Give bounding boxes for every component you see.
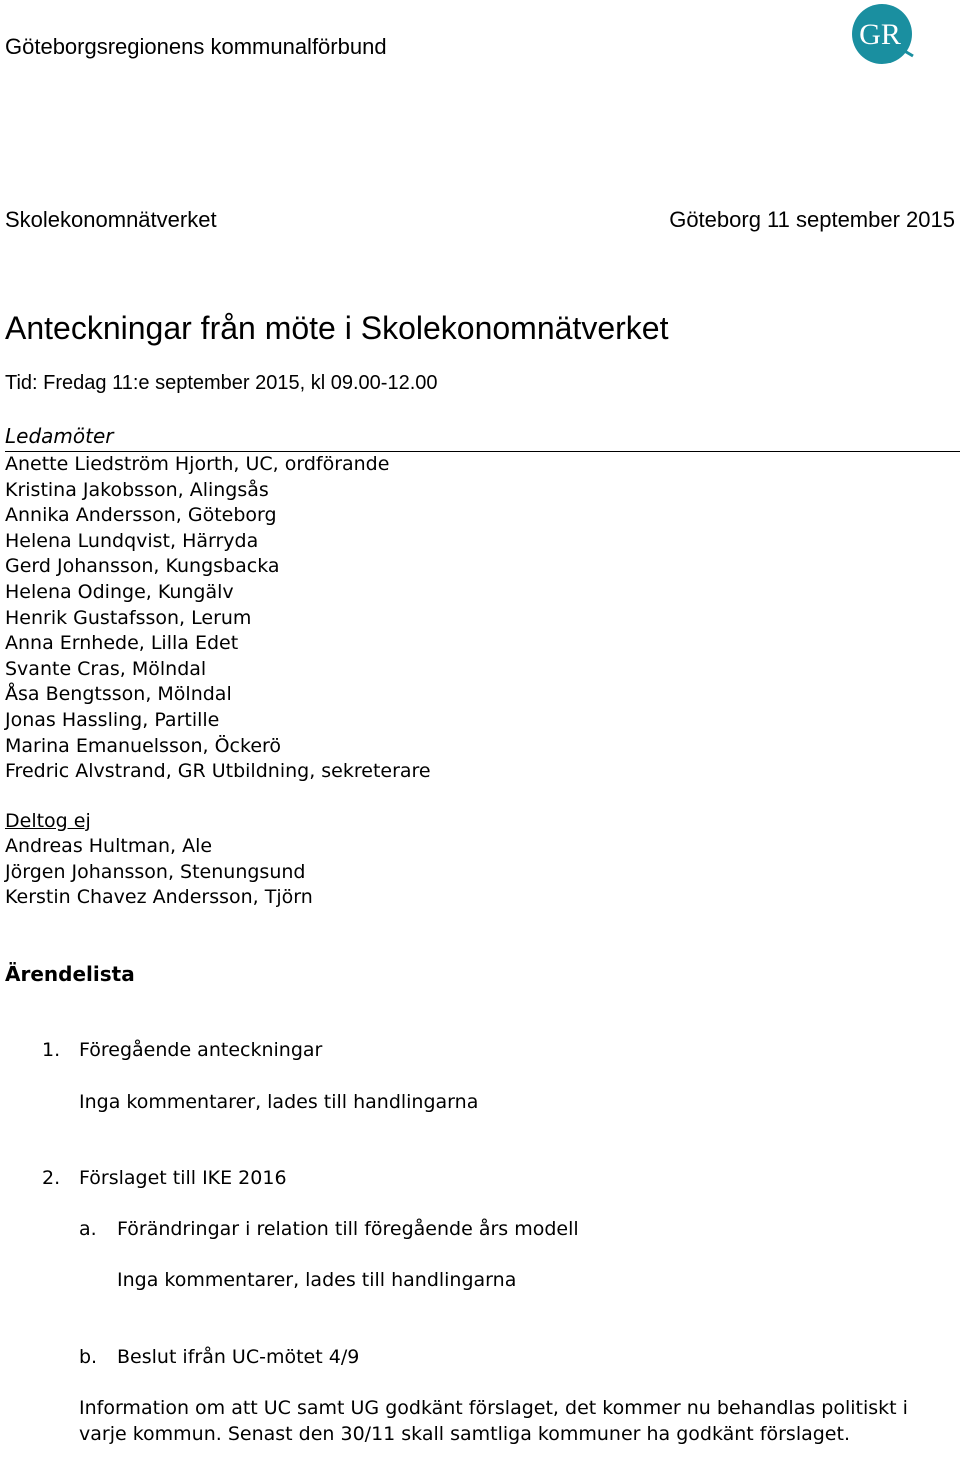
member-item: Anna Ernhede, Lilla Edet: [5, 632, 239, 655]
member-item: Åsa Bengtsson, Mölndal: [5, 683, 232, 706]
absent-item: Kerstin Chavez Andersson, Tjörn: [5, 886, 313, 909]
member-item: Svante Cras, Mölndal: [5, 657, 207, 680]
agenda-item-number: 1.: [42, 1039, 61, 1061]
member-item: Marina Emanuelsson, Öckerö: [5, 734, 282, 757]
member-item: Gerd Johansson, Kungsbacka: [5, 555, 280, 578]
absent-item: Jörgen Johansson, Stenungsund: [5, 860, 306, 883]
sub-item-note: Information om att UC samt UG godkänt förslaget, det kommer nu behandlas politiskt i varje kommun. Senast den 30/11 skall samtliga kommuner ha godkänt förslaget.: [79, 1397, 908, 1445]
member-item: Fredric Alvstrand, GR Utbildning, sekreterare: [5, 760, 431, 783]
member-item: Anette Liedström Hjorth, UC, ordförande: [5, 453, 390, 475]
sub-item-note: Inga kommentarer, lades till handlingarna: [117, 1269, 517, 1291]
agenda-item-title: Föregående anteckningar: [79, 1039, 323, 1061]
logo-text: GR: [859, 18, 901, 51]
member-item: Helena Lundqvist, Härryda: [5, 529, 259, 552]
sub-item-label: b.: [79, 1346, 98, 1368]
member-item: Henrik Gustafsson, Lerum: [5, 606, 252, 629]
member-item: Jonas Hassling, Partille: [5, 708, 220, 731]
meeting-time: Tid: Fredag 11:e september 2015, kl 09.00-12.00: [5, 372, 438, 394]
document-title: Anteckningar från möte i Skolekonomnätverket: [5, 310, 669, 346]
agenda-item-note: Inga kommentarer, lades till handlingarna: [79, 1091, 479, 1113]
agenda-heading: Ärendelista: [5, 962, 135, 986]
member-item: Annika Andersson, Göteborg: [5, 504, 277, 527]
sub-item-label: a.: [79, 1218, 97, 1240]
agenda-item-title: Förslaget till IKE 2016: [79, 1167, 287, 1189]
sub-item-title: Förändringar i relation till föregående års modell: [117, 1218, 579, 1240]
absent-item: Andreas Hultman, Ale: [5, 835, 213, 857]
organization-name: Göteborgsregionens kommunalförbund: [5, 34, 387, 59]
absent-heading: Deltog ej: [5, 810, 91, 832]
date-line: Göteborg 11 september 2015: [669, 207, 955, 232]
network-name: Skolekonomnätverket: [5, 207, 217, 232]
member-item: Kristina Jakobsson, Alingsås: [5, 478, 269, 501]
sub-item-title: Beslut ifrån UC-mötet 4/9: [117, 1346, 360, 1368]
gr-logo: [851, 3, 917, 65]
members-list: [5, 452, 431, 785]
member-item: Helena Odinge, Kungälv: [5, 580, 234, 603]
agenda-item-number: 2.: [42, 1167, 61, 1189]
absent-list: [5, 834, 313, 911]
members-heading: Ledamöter: [5, 424, 114, 448]
